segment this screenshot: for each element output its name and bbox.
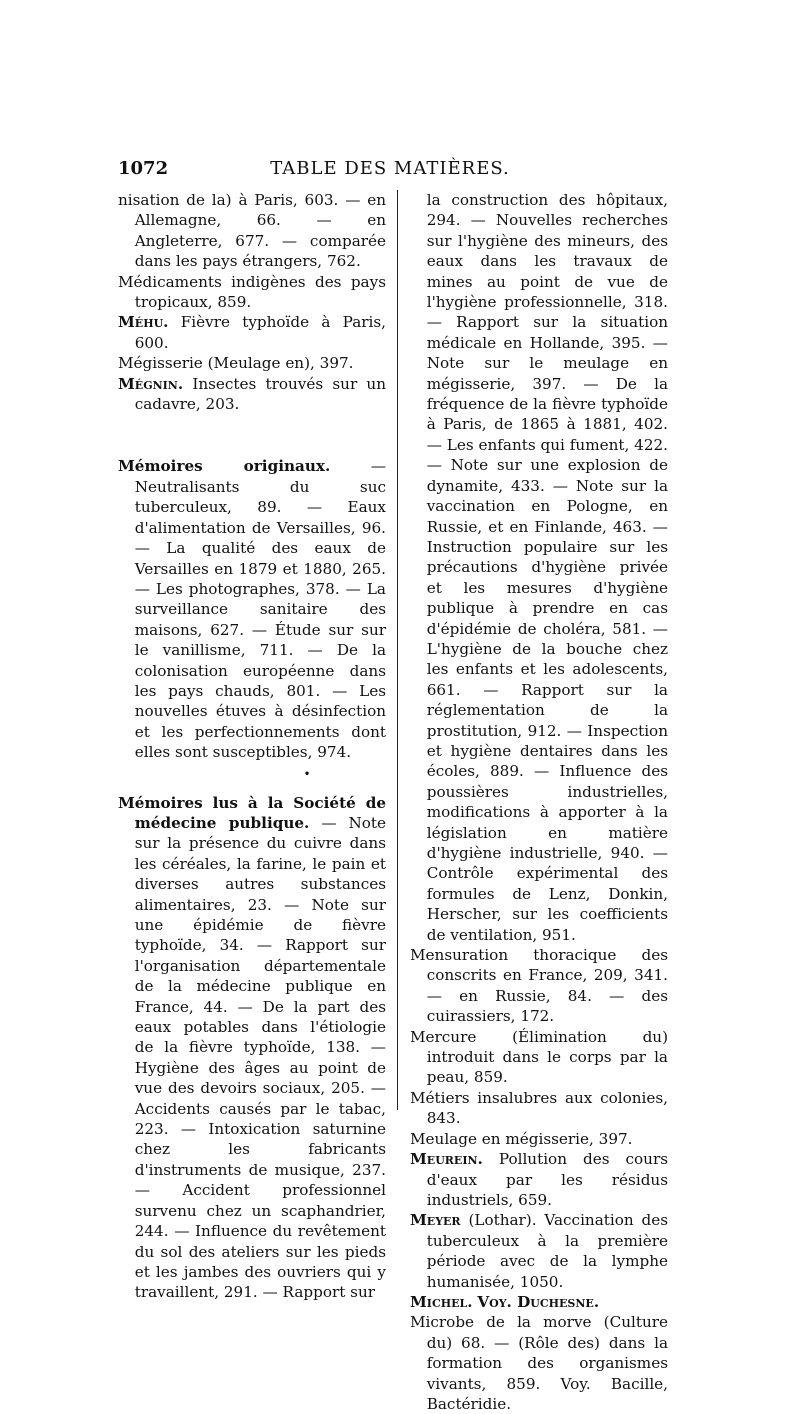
author-name: Méhu. [118, 313, 169, 332]
right-column [410, 190, 668, 1414]
entry-text: (Lothar). Vaccination des tuberculeux à la première période avec de la lymphe humanisée, 1050. [426, 1211, 669, 1291]
page-number: 1072 [118, 158, 169, 179]
page-title: TABLE DES MATIÈRES. [270, 158, 510, 179]
entry-heading: Mémoires lus à la Société de médecine publique. [118, 793, 386, 832]
entry-continuation [410, 190, 668, 945]
entry-text: Fièvre typhoïde à Paris, 600. [134, 313, 387, 352]
entry-text: Mensuration thoracique des conscrits en France, 209, 341. — en Russie, 84. — des cuirassiers, 172. [410, 946, 668, 1026]
column-divider [397, 190, 398, 1110]
separator-dot: • [303, 766, 311, 781]
entry-text: Médicaments indigènes des pays tropicaux, 859. [118, 272, 386, 312]
entry-medicaments [118, 272, 386, 313]
entry-mensuration [410, 945, 668, 1027]
entry-text: la construction des hôpitaux, 294. — Nouvelles recherches sur l'hygiène des mineurs, des eaux dans les travaux de mines au point de vue de l'hygiène professionnelle, 318. — Rapport sur la situation médicale en Hollande, 395. — Note sur le meulage en mégisserie, 397. — De la fréquence de la fièvre typhoïde à Paris, de 1865 à 1881, 402. — Les enfants qui fument, 422. — Note sur une explosion de dynamite, 433. — Note sur la vaccination en Pologne, en Russie, et en Finlande, 463. — Instruction populaire sur les précautions d'hygiène privée et les mesures d'hygiène publique à prendre en cas d'épidémie de choléra, 581. — L'hygiène de la bouche chez les enfants et les adolescents, 661. — Rapport sur la réglementation de la prostitution, 912. — Inspection et hygiène dentaires dans les écoles, 889. — Influence des poussières industrielles, modifications à apporter à la législation en matière d'hygiène industrielle, 940. — Contrôle expérimental des formules de Lenz, Donkin, Herscher, sur les coefficients de ventilation, 951. [426, 191, 668, 944]
author-name: Mégnin. [118, 374, 184, 393]
entry-michel [410, 1292, 668, 1312]
entry-megnin [118, 374, 386, 415]
entry-metiers [410, 1088, 668, 1129]
entry-text: Mercure (Élimination du) introduit dans le corps par la peau, 859. [410, 1027, 668, 1087]
entry-text: Métiers insalubres aux colonies, 843. [410, 1088, 668, 1128]
entry-memoires-lus [118, 793, 386, 1303]
entry-meurein [410, 1149, 668, 1210]
entry-mehu [118, 312, 386, 353]
entry-text: — Note sur la présence du cuivre dans les céréales, la farine, le pain et diverses autres substances alimentaires, 23. — Note sur une épidémie de fièvre typhoïde, 34. — Rapport sur l'organisation départementale de la médecine publique en France, 44. — De la part des eaux potables dans l'étiologie de la fièvre typhoïde, 138. — Hygiène des âges au point de vue des devoirs sociaux, 205. — Accidents causés par le tabac, 223. — Intoxication saturnine chez les fabricants d'instruments de musique, 237. — Accident professionnel survenu chez un scaphandrier, 244. — Influence du revêtement du sol des ateliers sur les pieds et les jambes des ouvriers qui y travaillent, 291. — Rapport sur [134, 813, 386, 1302]
entry-text: Microbe de la morve (Culture du) 68. — (Rôle des) dans la formation des organismes vivants, 859. Voy. Bacille, Bactéridie. [410, 1313, 668, 1413]
entry-text: — Neutralisants du suc tuberculeux, 89. — Eaux d'alimentation de Versailles, 96. — La qualité des eaux de Versailles en 1879 et 1880, 265. — Les photographes, 378. — La surveillance sanitaire des maisons, 627. — Étude sur sur le vanillisme, 711. — De la colonisation européenne dans les pays chauds, 801. — Les nouvelles étuves à désinfection et les perfectionnements dont elles sont susceptibles, 974. [134, 457, 386, 762]
entry-memoires-originaux [118, 456, 386, 762]
spacer [118, 414, 386, 456]
author-name: Meyer [410, 1211, 461, 1230]
entry-text: Pollution des cours d'eaux par les résidus industriels, 659. [426, 1150, 669, 1209]
entry-text: nisation de la) à Paris, 603. — en Allemagne, 66. — en Angleterre, 677. — comparée dans les pays étrangers, 762. [118, 191, 386, 271]
entry-heading: Mémoires originaux. [118, 457, 331, 476]
entry-megisserie [118, 353, 386, 373]
author-name: Michel. [410, 1292, 473, 1311]
entry-text: Meulage en mégisserie, 397. [410, 1129, 633, 1148]
left-column [118, 190, 386, 1303]
entry-text: Mégisserie (Meulage en), 397. [118, 354, 354, 373]
entry-meulage [410, 1129, 668, 1149]
entry-mercure [410, 1027, 668, 1088]
page-header [118, 158, 662, 188]
entry-meyer [410, 1210, 668, 1292]
entry-text: Voy. Duchesne. [477, 1292, 600, 1311]
entry-continuation [118, 190, 386, 272]
entry-text: Insectes trouvés sur un cadavre, 203. [134, 374, 386, 414]
entry-microbe [410, 1312, 668, 1414]
author-name: Meurein. [410, 1150, 483, 1169]
